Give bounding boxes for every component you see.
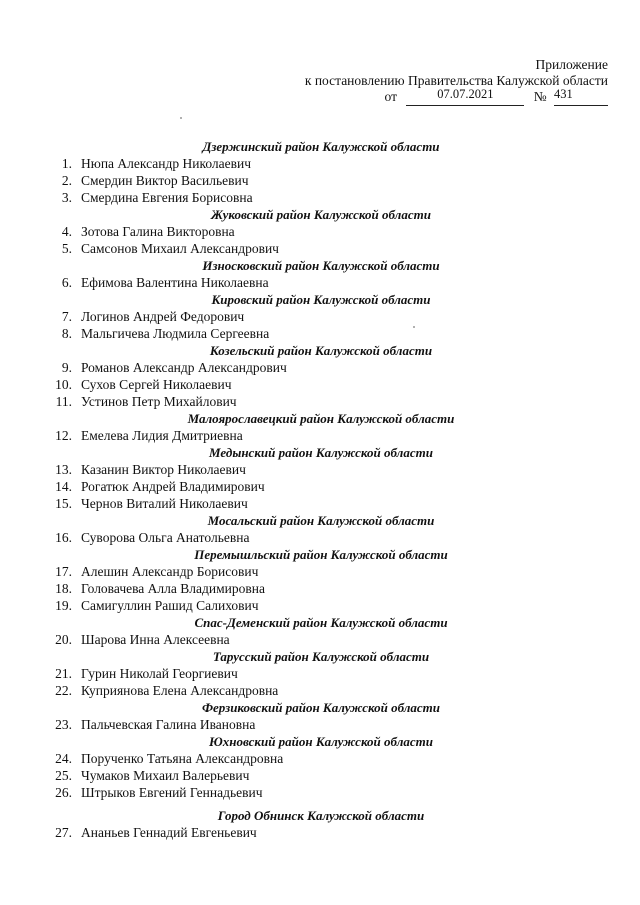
district-heading: Износковский район Калужской области: [202, 258, 440, 273]
person-name: Зотова Галина Викторовна: [81, 224, 235, 239]
district-heading: Дзержинский район Калужской области: [202, 139, 440, 154]
item-number: 4.: [61, 224, 72, 239]
list-item: [0, 682, 640, 699]
list-item: [0, 393, 640, 410]
number-value: 431: [554, 87, 573, 101]
item-number: 12.: [55, 428, 72, 443]
person-name: Алешин Александр Борисович: [81, 564, 259, 579]
item-number: 16.: [55, 530, 72, 545]
list-item: [0, 597, 640, 614]
list-item: [0, 155, 640, 172]
district-heading: Перемышльский район Калужской области: [194, 547, 448, 562]
date-prefix: от: [384, 89, 397, 104]
item-number: 27.: [55, 825, 72, 840]
item-number: 1.: [61, 156, 72, 171]
person-name: Куприянова Елена Александровна: [81, 683, 279, 698]
person-name: Суворова Ольга Анатольевна: [81, 530, 250, 545]
date-value: 07.07.2021: [437, 87, 494, 101]
person-name: Порученко Татьяна Александровна: [81, 751, 284, 766]
item-number: 21.: [55, 666, 72, 681]
item-number: 3.: [61, 190, 72, 205]
person-name: Пальчевская Галина Ивановна: [81, 717, 256, 732]
list-item: [0, 784, 640, 801]
district-heading: Тарусский район Калужской области: [212, 649, 430, 664]
person-name: Устинов Петр Михайлович: [81, 394, 237, 409]
person-name: Мальгичева Людмила Сергеевна: [81, 326, 270, 341]
district-heading: Жуковский район Калужской области: [211, 207, 431, 222]
item-number: 14.: [55, 479, 72, 494]
person-name: Казанин Виктор Николаевич: [81, 462, 246, 477]
item-number: 24.: [55, 751, 72, 766]
number-field: [554, 87, 608, 106]
person-name: Головачева Алла Владимировна: [81, 581, 265, 596]
item-number: 20.: [55, 632, 72, 647]
appendix-date-number-line: [305, 89, 608, 106]
item-number: 13.: [55, 462, 72, 477]
appendix-header: [305, 57, 608, 106]
list-item: [0, 427, 640, 444]
list-item: [0, 308, 640, 325]
item-number: 5.: [61, 241, 72, 256]
appendix-title: Приложение: [535, 57, 608, 72]
item-number: 22.: [55, 683, 72, 698]
list-item: [0, 478, 640, 495]
list-item: [0, 359, 640, 376]
person-name: Рогатюк Андрей Владимирович: [81, 479, 265, 494]
person-name: Емелева Лидия Дмитриевна: [81, 428, 243, 443]
item-number: 19.: [55, 598, 72, 613]
item-number: 17.: [55, 564, 72, 579]
list-item: [0, 665, 640, 682]
list-item: [0, 461, 640, 478]
person-name: Самсонов Михаил Александрович: [81, 241, 279, 256]
scan-speck: [180, 117, 182, 119]
person-name: Сухов Сергей Николаевич: [81, 377, 232, 392]
person-name: Ананьев Геннадий Евгеньевич: [81, 825, 257, 840]
district-heading: Спас-Деменский район Калужской области: [194, 615, 448, 630]
district-heading: Козельский район Калужской области: [209, 343, 433, 358]
list-item: [0, 376, 640, 393]
list-item: [0, 172, 640, 189]
person-name: Самигуллин Рашид Салихович: [81, 598, 259, 613]
person-name: Смердин Виктор Васильевич: [81, 173, 249, 188]
district-heading: Юхновский район Калужской области: [209, 734, 433, 749]
item-number: 6.: [61, 275, 72, 290]
list-item: [0, 189, 640, 206]
list-item: [0, 563, 640, 580]
appendix-resolution-ref: к постановлению Правительства Калужской области: [304, 73, 608, 88]
district-list: [0, 138, 640, 841]
district-heading: Кировский район Калужской области: [211, 292, 431, 307]
list-item: [0, 325, 640, 342]
item-number: 23.: [55, 717, 72, 732]
list-item: [0, 750, 640, 767]
list-item: [0, 240, 640, 257]
person-name: Логинов Андрей Федорович: [81, 309, 245, 324]
person-name: Чумаков Михаил Валерьевич: [81, 768, 250, 783]
number-prefix: №: [533, 89, 547, 104]
list-item: [0, 274, 640, 291]
district-heading: Медынский район Калужской области: [209, 445, 433, 460]
person-name: Штрыков Евгений Геннадьевич: [81, 785, 263, 800]
item-number: 15.: [55, 496, 72, 511]
item-number: 10.: [55, 377, 72, 392]
list-item: [0, 495, 640, 512]
person-name: Смердина Евгения Борисовна: [81, 190, 253, 205]
item-number: 8.: [61, 326, 72, 341]
person-name: Нюпа Александр Николаевич: [81, 156, 252, 171]
item-number: 26.: [55, 785, 72, 800]
item-number: 7.: [61, 309, 72, 324]
item-number: 11.: [55, 394, 72, 409]
item-number: 18.: [55, 581, 72, 596]
district-heading: Город Обнинск Калужской области: [217, 808, 425, 823]
person-name: Шарова Инна Алексеевна: [81, 632, 230, 647]
person-name: Ефимова Валентина Николаевна: [81, 275, 269, 290]
person-name: Гурин Николай Георгиевич: [81, 666, 238, 681]
item-number: 9.: [61, 360, 72, 375]
list-item: [0, 529, 640, 546]
item-number: 2.: [61, 173, 72, 188]
person-name: Чернов Виталий Николаевич: [81, 496, 248, 511]
item-number: 25.: [55, 768, 72, 783]
district-heading: Малоярославецкий район Калужской области: [187, 411, 455, 426]
district-heading: Ферзиковский район Калужской области: [201, 700, 441, 715]
list-item: [0, 631, 640, 648]
list-item: [0, 223, 640, 240]
person-name: Романов Александр Александрович: [81, 360, 287, 375]
district-heading: Мосальский район Калужской области: [207, 513, 435, 528]
list-item: [0, 580, 640, 597]
list-item: [0, 716, 640, 733]
date-field: [406, 87, 524, 106]
list-item: [0, 767, 640, 784]
list-item: [0, 824, 640, 841]
